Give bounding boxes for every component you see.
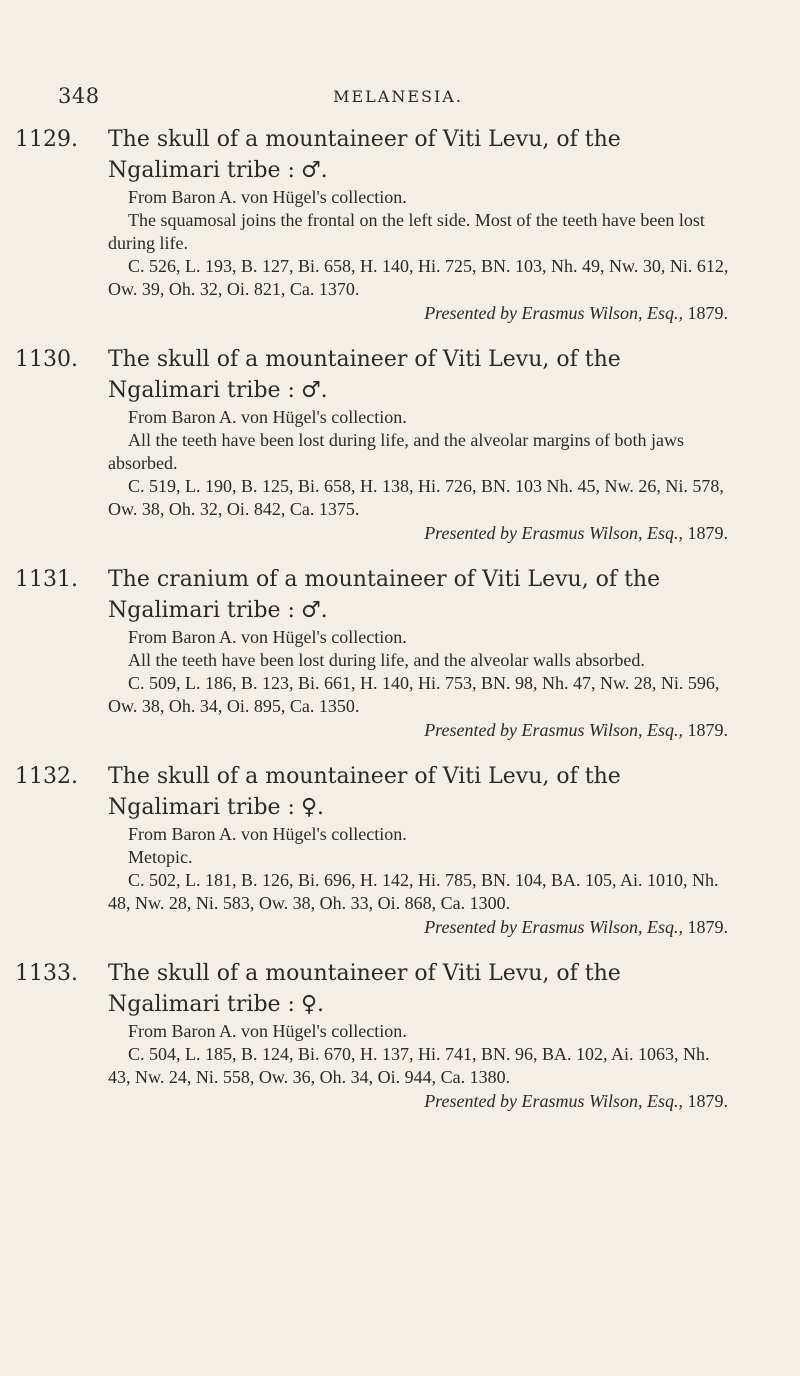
sex-symbol: ♀. <box>300 795 325 820</box>
entry-presented <box>108 302 730 325</box>
catalogue-entry <box>15 958 730 1113</box>
entry-number: 1131. <box>15 567 78 592</box>
entry-number: 1132. <box>15 764 78 789</box>
catalogue-entry <box>15 761 730 939</box>
entry-source: From Baron A. von Hügel's collection. <box>128 1021 407 1041</box>
entry-title-text: The skull of a mountaineer of Viti Levu, of the Ngalimari tribe : <box>108 127 621 183</box>
entry-measurements: C. 502, L. 181, B. 126, Bi. 696, H. 142, Hi. 785, BN. 104, BA. 105, Ai. 1010, Nh. 48, Nw. 28, Ni. 583, Ow. 38, Oh. 33, Oi. 868, Ca. 1300. <box>108 870 719 913</box>
entry-source: From Baron A. von Hügel's collection. <box>128 407 407 427</box>
entry-note: All the teeth have been lost during life, and the alveolar margins of both jaws absorbed. <box>108 430 685 473</box>
presented-by: Presented by Erasmus Wilson, Esq., <box>424 1091 683 1111</box>
entry-title <box>108 124 730 186</box>
presented-by: Presented by Erasmus Wilson, Esq., <box>424 523 683 543</box>
entry-measurements: C. 526, L. 193, B. 127, Bi. 658, H. 140, Hi. 725, BN. 103, Nh. 49, Nw. 30, Ni. 612, Ow. 39, Oh. 32, Oi. 821, Ca. 1370. <box>108 256 729 299</box>
entry-note: The squamosal joins the frontal on the left side. Most of the teeth have been lost during life. <box>108 210 705 253</box>
entry-title <box>108 761 730 823</box>
presented-year: 1879. <box>687 303 728 323</box>
entry-measurements: C. 519, L. 190, B. 125, Bi. 658, H. 138, Hi. 726, BN. 103 Nh. 45, Nw. 26, Ni. 578, Ow. 38, Oh. 32, Oi. 842, Ca. 1375. <box>108 476 724 519</box>
presented-year: 1879. <box>687 1091 728 1111</box>
sex-symbol: ♂. <box>300 158 328 183</box>
presented-by: Presented by Erasmus Wilson, Esq., <box>424 720 683 740</box>
entry-source: From Baron A. von Hügel's collection. <box>128 187 407 207</box>
presented-by: Presented by Erasmus Wilson, Esq., <box>424 303 683 323</box>
presented-by: Presented by Erasmus Wilson, Esq., <box>424 917 683 937</box>
presented-year: 1879. <box>687 523 728 543</box>
entry-title <box>108 958 730 1020</box>
entry-source: From Baron A. von Hügel's collection. <box>128 824 407 844</box>
entry-number: 1129. <box>15 127 78 152</box>
catalogue-entry <box>15 344 730 545</box>
entry-presented <box>108 719 730 742</box>
entry-number: 1133. <box>15 961 78 986</box>
running-head <box>58 84 738 114</box>
entry-title-text: The skull of a mountaineer of Viti Levu, of the Ngalimari tribe : <box>108 961 621 1017</box>
sex-symbol: ♀. <box>300 992 325 1017</box>
entry-note: All the teeth have been lost during life, and the alveolar walls absorbed. <box>128 650 645 670</box>
entry-number: 1130. <box>15 347 78 372</box>
entry-presented <box>108 916 730 939</box>
entry-title-text: The skull of a mountaineer of Viti Levu, of the Ngalimari tribe : <box>108 347 621 403</box>
entry-title <box>108 344 730 406</box>
sex-symbol: ♂. <box>300 598 328 623</box>
entry-title-text: The cranium of a mountaineer of Viti Levu, of the Ngalimari tribe : <box>108 567 661 623</box>
entry-title <box>108 564 730 626</box>
sex-symbol: ♂. <box>300 378 328 403</box>
entry-measurements: C. 504, L. 185, B. 124, Bi. 670, H. 137, Hi. 741, BN. 96, BA. 102, Ai. 1063, Nh. 43, Nw. 24, Ni. 558, Ow. 36, Oh. 34, Oi. 944, Ca. 1380. <box>108 1044 710 1087</box>
running-title: MELANESIA. <box>333 87 463 106</box>
entry-presented <box>108 1090 730 1113</box>
catalogue-entry <box>15 564 730 742</box>
entry-source: From Baron A. von Hügel's collection. <box>128 627 407 647</box>
entry-note: Metopic. <box>128 847 193 867</box>
entry-presented <box>108 522 730 545</box>
entry-title-text: The skull of a mountaineer of Viti Levu, of the Ngalimari tribe : <box>108 764 621 820</box>
presented-year: 1879. <box>687 720 728 740</box>
entry-measurements: C. 509, L. 186, B. 123, Bi. 661, H. 140, Hi. 753, BN. 98, Nh. 47, Nw. 28, Ni. 596, Ow. 38, Oh. 34, Oi. 895, Ca. 1350. <box>108 673 720 716</box>
presented-year: 1879. <box>687 917 728 937</box>
catalogue-entries <box>0 124 800 1132</box>
catalogue-entry <box>15 124 730 325</box>
page-number: 348 <box>58 84 100 108</box>
